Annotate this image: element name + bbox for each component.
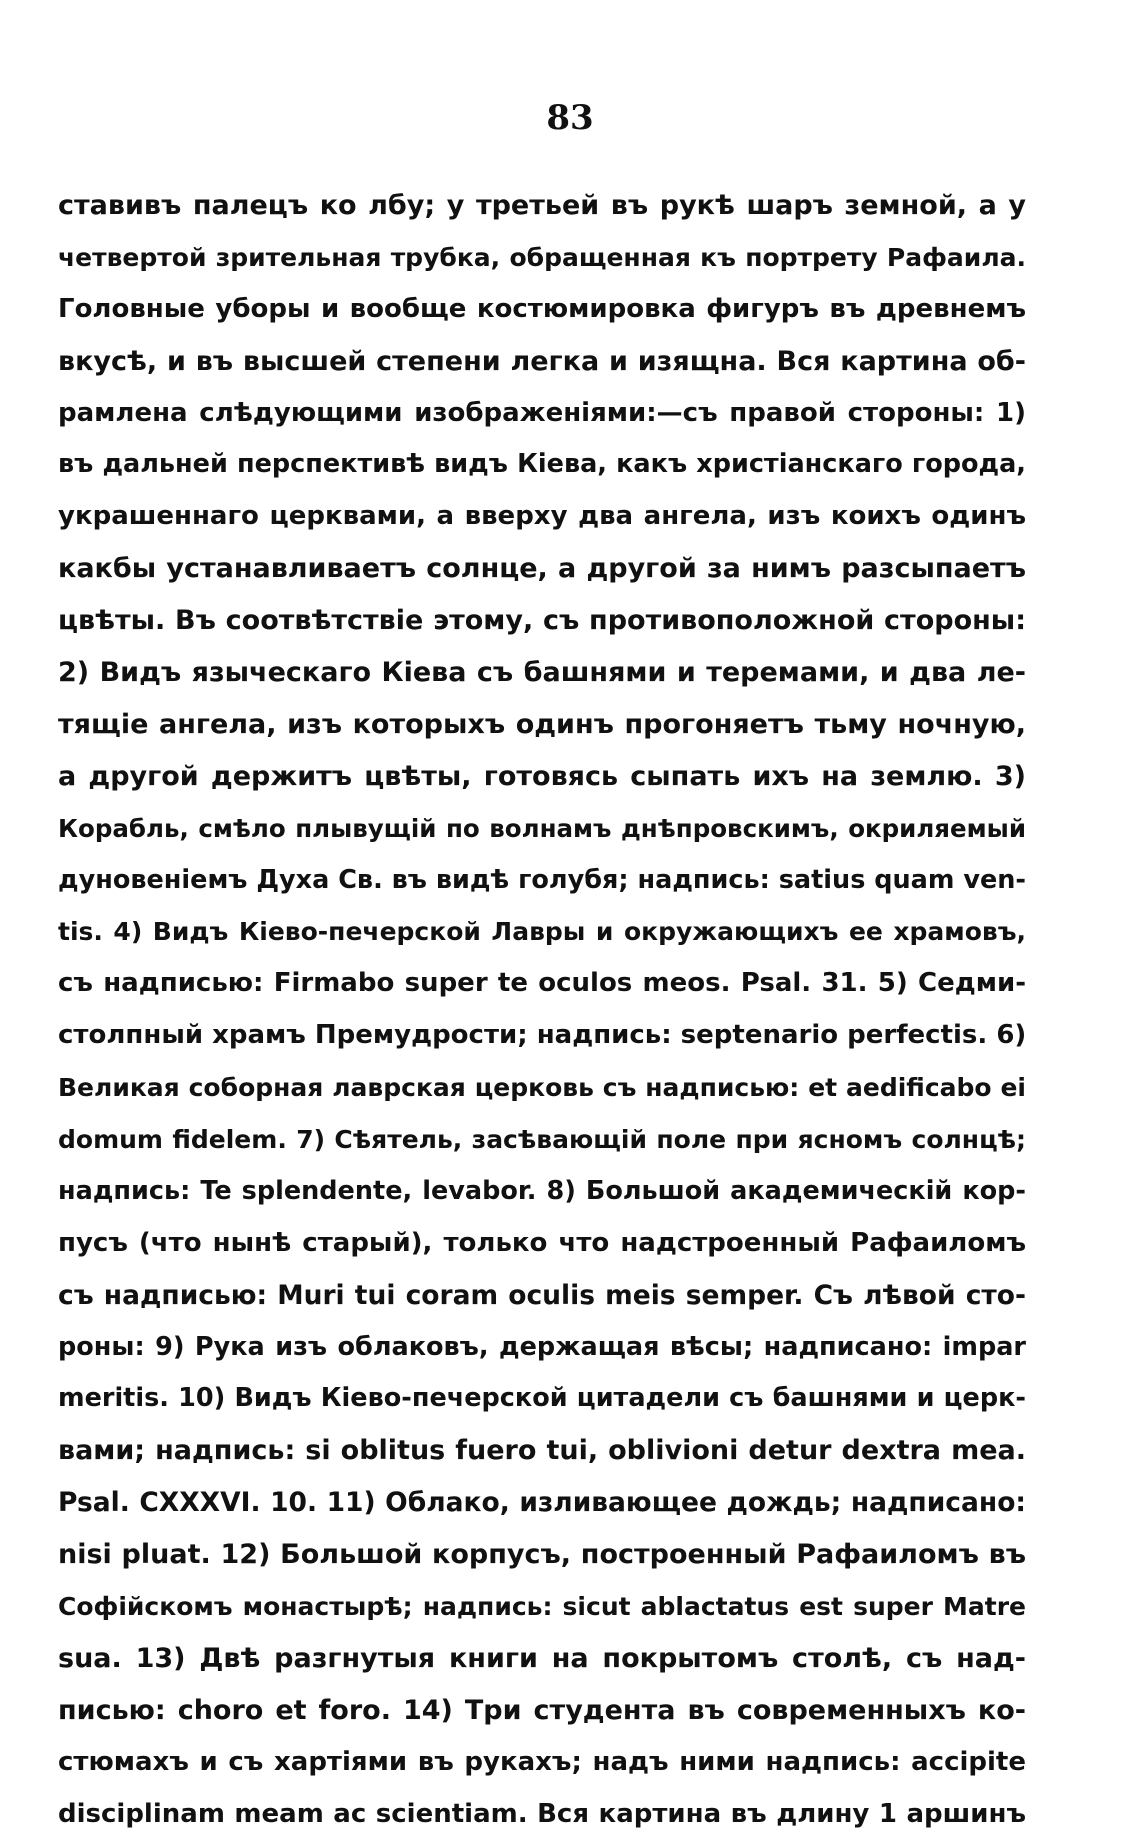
text-line: meritis. 10) Видъ Кіево-печерской цитадели съ башнями и церк- (58, 1383, 1026, 1414)
text-line: четвертой зрительная трубка, обращенная къ портрету Рафаила. (58, 242, 1026, 272)
text-line: какбы устанавливаетъ солнце, а другой за нимъ разсыпаетъ (58, 553, 1026, 585)
text-line: стюмахъ и съ хартіями въ рукахъ; надъ ними надпись: accipite (58, 1746, 1026, 1777)
text-line: писью: choro et foro. 14) Три студента въ современныхъ ко- (58, 1694, 1026, 1726)
text-line: столпный храмъ Премудрости; надпись: septenario perfectis. 6) (58, 1020, 1026, 1051)
text-line: тящіе ангела, изъ которыхъ одинъ прогоняетъ тьму ночную, (58, 708, 1026, 740)
text-line: Великая соборная лаврская церковь съ надписью: et aedificabo ei (58, 1073, 1026, 1103)
text-line: съ надписью: Muri tui coram oculis meis semper. Съ лѣвой сто- (58, 1279, 1026, 1311)
text-line: рамлена слѣдующими изображеніями:—съ правой стороны: 1) (58, 397, 1026, 428)
text-line: вами; надпись: si oblitus fuero tui, oblivioni detur dextra mea. (58, 1435, 1026, 1467)
text-line: nisi pluat. 12) Большой корпусъ, построенный Рафаиломъ въ (58, 1539, 1026, 1571)
text-line: Корабль, смѣло плывущій по волнамъ днѣпровскимъ, окриляемый (58, 813, 1026, 843)
text-line: ставивъ палецъ ко лбу; у третьей въ рукѣ шаръ земной, а у (58, 190, 1026, 221)
text-line: роны: 9) Рука изъ облаковъ, держащая вѣсы; надписано: impar (58, 1331, 1026, 1362)
text-line: дуновеніемъ Духа Св. въ видѣ голубя; надпись: satius quam ven- (58, 864, 1026, 895)
text-line: domum fidelem. 7) Сѣятель, засѣвающій поле при ясномъ солнцѣ; (58, 1125, 1026, 1155)
text-line: въ дальней перспективѣ видъ Кіева, какъ христіанскаго города, (58, 449, 1026, 480)
text-line: Софійскомъ монастырѣ; надпись: sicut ablactatus est super Matre (58, 1592, 1026, 1622)
text-line: sua. 13) Двѣ разгнутыя книги на покрытомъ столѣ, съ над- (58, 1642, 1026, 1674)
page-number: 83 (546, 98, 594, 138)
text-line: 2) Видъ языческаго Кіева съ башнями и теремами, и два ле- (58, 657, 1026, 689)
text-line: вкусѣ, и въ высшей степени легка и изящна. Вся картина об- (58, 345, 1026, 377)
text-line: украшеннаго церквами, а вверху два ангела, изъ коихъ одинъ (58, 501, 1026, 532)
text-line: надпись: Te splendente, levabor. 8) Большой академическій кор- (58, 1175, 1026, 1206)
text-line: tis. 4) Видъ Кіево-печерской Лавры и окружающихъ ее храмовъ, (58, 917, 1026, 947)
text-line: съ надписью: Firmabo super te oculos meos. Psal. 31. 5) Седми- (58, 968, 1026, 999)
text-line: цвѣты. Въ соотвѣтствіе этому, съ противоположной стороны: (58, 605, 1026, 637)
text-line: пусъ (что нынѣ старый), только что надстроенный Рафаиломъ (58, 1227, 1026, 1258)
text-line: Головные уборы и вообще костюмировка фигуръ въ древнемъ (58, 293, 1026, 324)
body-text (58, 180, 1026, 1841)
text-line: disciplinam meam ac scientiam. Вся картина въ длину 1 аршинъ (58, 1798, 1026, 1829)
text-line: а другой держитъ цвѣты, готовясь сыпать ихъ на землю. 3) (58, 760, 1026, 792)
text-line: Psal. CXXXVI. 10. 11) Облако, изливающее дождь; надписано: (58, 1487, 1026, 1519)
